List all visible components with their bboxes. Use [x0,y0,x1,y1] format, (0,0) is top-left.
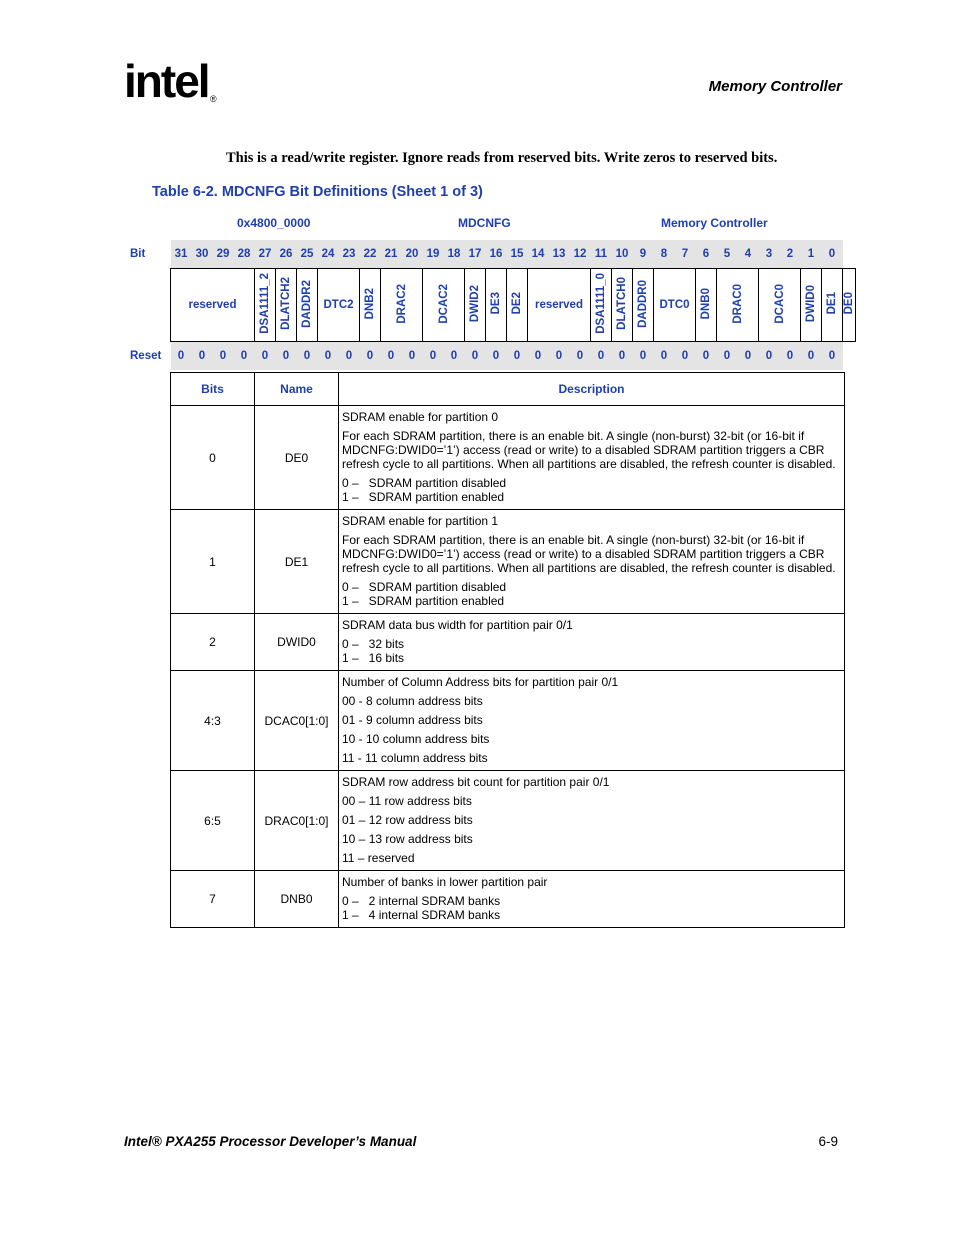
description-line: 00 – 11 row address bits [342,794,472,808]
bit-field [507,269,528,342]
bit-field-label: DLATCH2 [280,277,292,330]
logo-registered-mark: ® [210,94,217,104]
bit-field-label: DCAC0 [773,283,786,324]
bit-field-label: DRAC0 [731,283,744,324]
reset-value: 0 [822,342,843,371]
header-section-title: Memory Controller [708,78,842,95]
bit-field [276,269,297,342]
reset-value: 0 [444,342,465,371]
bit-number: 6 [696,240,717,269]
option-line: 0 – 32 bits [342,637,405,651]
header-bits: Bits [171,373,255,406]
bit-field [633,269,654,342]
bit-field-label: DE2 [511,292,523,315]
bit-field-label: DCAC2 [437,283,450,324]
bit-number: 25 [297,240,318,269]
header-name: Name [255,373,339,406]
bit-number: 3 [759,240,780,269]
bit-number: 10 [612,240,633,269]
bit-field-label: DNB2 [364,287,376,320]
bit-number: 15 [507,240,528,269]
description-line: 11 – reserved [342,851,415,865]
bit-field [297,269,318,342]
table-row [171,671,845,771]
description-line: SDRAM enable for partition 0 [342,410,499,424]
bits-cell: 2 [171,614,255,671]
description-cell [339,406,845,510]
bits-cell: 0 [171,406,255,510]
bit-number: 29 [213,240,234,269]
bit-number: 23 [339,240,360,269]
name-cell: DWID0 [255,614,339,671]
options-block [342,894,841,922]
bit-number: 11 [591,240,612,269]
bit-number: 9 [633,240,654,269]
description-line: 10 - 10 column address bits [342,732,490,746]
description-line: Number of Column Address bits for partition pair 0/1 [342,675,619,689]
reset-value: 0 [780,342,801,371]
table-caption: Table 6-2. MDCNFG Bit Definitions (Sheet 1 of 3) [152,184,483,200]
header-description: Description [339,373,845,406]
bit-field [822,269,843,342]
reset-row [130,342,856,371]
bit-field [360,269,381,342]
table-row [171,510,845,614]
description-line: 01 - 9 column address bits [342,713,483,727]
bit-field [528,269,591,342]
reset-value: 0 [381,342,402,371]
bit-number: 16 [486,240,507,269]
reset-value: 0 [507,342,528,371]
bit-row-label: Bit [130,248,146,261]
reset-value: 0 [171,342,192,371]
description-line: Number of banks in lower partition pair [342,875,548,889]
table-row [171,771,845,871]
name-cell: DNB0 [255,871,339,928]
reset-value: 0 [234,342,255,371]
bit-field-label: DRAC2 [395,283,408,324]
bit-field-label: DE3 [490,292,502,315]
bit-field [591,269,612,342]
option-line: 0 – SDRAM partition disabled [342,476,507,490]
bit-description-table [170,372,845,928]
bit-field [318,269,360,342]
description-line: 11 - 11 column address bits [342,751,488,765]
bit-number: 12 [570,240,591,269]
table-row [171,871,845,928]
reset-value: 0 [423,342,444,371]
description-cell [339,871,845,928]
bit-field [843,269,856,342]
register-name: MDCNFG [458,216,511,230]
option-line: 1 – SDRAM partition enabled [342,594,505,608]
reset-value: 0 [801,342,822,371]
bit-number: 2 [780,240,801,269]
reset-value: 0 [759,342,780,371]
description-cell [339,771,845,871]
description-line: SDRAM row address bit count for partition pair 0/1 [342,775,610,789]
bit-field-label: DLATCH0 [616,277,628,330]
option-line: 0 – 2 internal SDRAM banks [342,894,501,908]
reset-value: 0 [465,342,486,371]
reset-value: 0 [738,342,759,371]
description-line: SDRAM enable for partition 1 [342,514,499,528]
reset-value: 0 [675,342,696,371]
reset-value: 0 [570,342,591,371]
bit-number: 17 [465,240,486,269]
field-row-spacer [130,269,171,342]
description-line: 10 – 13 row address bits [342,832,473,846]
bit-field [759,269,801,342]
reset-value: 0 [696,342,717,371]
reset-value: 0 [318,342,339,371]
bit-number-row [130,240,856,269]
reset-value: 0 [717,342,738,371]
bits-cell: 6:5 [171,771,255,871]
bit-number: 13 [549,240,570,269]
reset-value: 0 [486,342,507,371]
reset-value: 0 [654,342,675,371]
reset-value: 0 [297,342,318,371]
field-row [130,269,856,342]
bit-number: 24 [318,240,339,269]
bit-number: 4 [738,240,759,269]
option-line: 0 – SDRAM partition disabled [342,580,507,594]
bit-number: 0 [822,240,843,269]
reset-value: 0 [402,342,423,371]
description-line: 00 - 8 column address bits [342,694,483,708]
description-cell [339,510,845,614]
name-cell: DE0 [255,406,339,510]
bit-field-label: reserved [535,299,583,311]
bit-number: 14 [528,240,549,269]
option-line: 1 – SDRAM partition enabled [342,490,505,504]
bit-field [465,269,486,342]
reset-value: 0 [633,342,654,371]
reset-value: 0 [360,342,381,371]
footer-title: Intel® PXA255 Processor Developer’s Manual [124,1134,417,1149]
bits-cell: 7 [171,871,255,928]
bit-field [654,269,696,342]
bit-number: 5 [717,240,738,269]
options-block [342,637,841,665]
description-cell [339,671,845,771]
bit-field [801,269,822,342]
register-address: 0x4800_0000 [237,216,311,230]
bit-number: 8 [654,240,675,269]
bit-field [612,269,633,342]
bit-field-label: DTC0 [659,299,690,311]
table-row [171,614,845,671]
register-unit: Memory Controller [661,216,768,230]
option-line: 1 – 4 internal SDRAM banks [342,908,501,922]
bit-number: 26 [276,240,297,269]
bit-number: 19 [423,240,444,269]
bit-number: 18 [444,240,465,269]
reset-row-label: Reset [130,349,162,362]
bit-field [717,269,759,342]
description-line: SDRAM data bus width for partition pair 0/1 [342,618,573,632]
reset-value: 0 [339,342,360,371]
description-line: For each SDRAM partition, there is an enable bit. A single (non-burst) 32-bit (or 16-bit if MDCNFG:DWID0=’1’) access (read or write) to a disabled SDRAM partition triggers a CBR refresh cycle to all partitions. When all partitions are disabled, the refresh counter is disabled. [342,533,836,575]
register-bitmap [130,240,856,370]
option-line: 1 – 16 bits [342,651,405,665]
bits-cell: 4:3 [171,671,255,771]
bit-number: 22 [360,240,381,269]
bit-number: 27 [255,240,276,269]
page-number: 6-9 [818,1134,838,1149]
reset-value: 0 [213,342,234,371]
bit-number: 28 [234,240,255,269]
bit-field-label: DSA1111_0 [595,273,607,334]
bit-number: 31 [171,240,192,269]
bit-field [171,269,255,342]
name-cell: DCAC0[1:0] [255,671,339,771]
bits-cell: 1 [171,510,255,614]
bit-number: 21 [381,240,402,269]
reset-value: 0 [528,342,549,371]
bit-field [255,269,276,342]
bit-field-label: DE0 [843,292,855,315]
bit-number: 7 [675,240,696,269]
description-line: For each SDRAM partition, there is an enable bit. A single (non-burst) 32-bit (or 16-bit if MDCNFG:DWID0=’1’) access (read or write) to a disabled SDRAM partition triggers a CBR refresh cycle to all partitions. When all partitions are disabled, the refresh counter is disabled. [342,429,836,471]
description-line: 01 – 12 row address bits [342,813,473,827]
bit-field-label: DWID2 [469,284,481,323]
intro-paragraph: This is a read/write register. Ignore reads from reserved bits. Write zeros to reserved bits. [226,150,778,166]
bit-field-label: DE1 [826,292,838,315]
reset-value: 0 [549,342,570,371]
table-row [171,406,845,510]
intel-logo [124,55,224,118]
bit-field-label: reserved [188,299,237,311]
bit-field-label: DADDR0 [637,279,649,328]
bit-field-label: DTC2 [323,299,354,311]
options-block [342,580,841,608]
reset-value: 0 [192,342,213,371]
reset-value: 0 [591,342,612,371]
bit-field-label: DADDR2 [301,279,313,328]
bit-field [423,269,465,342]
bit-number: 30 [192,240,213,269]
bit-field-label: DSA1111_2 [259,273,271,334]
bit-field-label: DWID0 [805,284,817,323]
bit-field [381,269,423,342]
description-cell [339,614,845,671]
bit-field-label: DNB0 [700,287,712,320]
reset-value: 0 [612,342,633,371]
bit-field [486,269,507,342]
logo-text: intel [124,55,209,107]
name-cell: DE1 [255,510,339,614]
bit-number: 1 [801,240,822,269]
table-header-row [171,373,845,406]
bit-field [696,269,717,342]
reset-value: 0 [276,342,297,371]
bit-number: 20 [402,240,423,269]
name-cell: DRAC0[1:0] [255,771,339,871]
reset-value: 0 [255,342,276,371]
options-block [342,476,841,504]
